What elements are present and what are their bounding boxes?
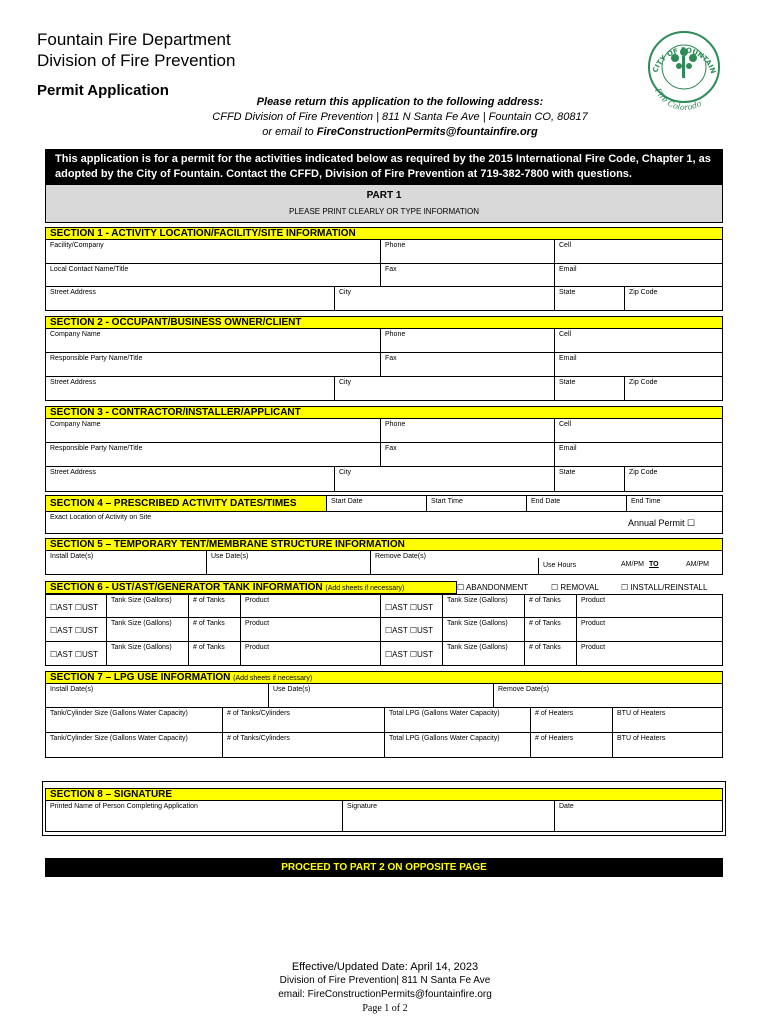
ast-ust-options [46, 618, 106, 641]
email-link[interactable]: FireConstructionPermits@fountainfire.org [316, 126, 538, 138]
page-number: Page 1 of 2 [362, 1003, 408, 1014]
location-field[interactable]: Exact Location of Activity on Site [50, 514, 152, 521]
logo-bottom-text: Fire Colorado [653, 86, 704, 110]
s3-row-3 [45, 467, 723, 492]
section-5-header: SECTION 5 – TEMPORARY TENT/MEMBRANE STRUCTURE INFORMATION [45, 538, 723, 551]
btu-field[interactable]: BTU of Heaters [612, 708, 724, 732]
phone-field[interactable]: Phone [380, 329, 554, 352]
s1-row-1 [45, 240, 723, 264]
ast-ust-options [380, 595, 442, 617]
s2-row-3 [45, 377, 723, 401]
s3-row-1 [45, 419, 723, 443]
s7-row-3 [45, 733, 723, 758]
end-time-field[interactable]: End Time [626, 496, 724, 511]
product-field[interactable]: Product [240, 642, 380, 665]
s4-row-1 [45, 495, 723, 512]
product-field[interactable]: Product [576, 642, 724, 665]
part-header [45, 184, 723, 223]
zip-field[interactable]: Zip Code [624, 377, 724, 400]
use-hours-label: Use Hours [538, 558, 584, 574]
num-heaters-field[interactable]: # of Heaters [530, 708, 612, 732]
annual-permit-label: Annual Permit [628, 518, 685, 528]
contact-field[interactable]: Local Contact Name/Title [50, 266, 129, 273]
num-tanks-field[interactable]: # of Tanks [524, 618, 576, 641]
annual-permit-checkbox[interactable]: ☐ [687, 518, 696, 528]
ast-checkbox[interactable]: ☐AST [385, 650, 408, 659]
ast-ust-options [46, 642, 106, 665]
zip-field[interactable]: Zip Code [624, 287, 724, 310]
email-field[interactable]: Email [554, 353, 724, 376]
effective-date: Effective/Updated Date: April 14, 2023 [291, 961, 479, 973]
tank-size-field[interactable]: Tank Size (Gallons) [442, 642, 524, 665]
page-title: Permit Application [37, 82, 169, 99]
ast-ust-options [380, 618, 442, 641]
remove-date-field[interactable]: Remove Date(s) [370, 551, 538, 574]
city-field[interactable]: City [334, 377, 554, 400]
phone-field[interactable]: Phone [380, 240, 554, 263]
part-subtitle: PLEASE PRINT CLEARLY OR TYPE INFORMATION [289, 207, 479, 216]
company-field[interactable]: Company Name [50, 331, 101, 338]
btu-field[interactable]: BTU of Heaters [612, 733, 724, 757]
cell-field[interactable]: Cell [554, 329, 724, 352]
num-tanks-field[interactable]: # of Tanks [188, 595, 240, 617]
s7-row-1 [45, 684, 723, 708]
num-cylinders-field[interactable]: # of Tanks/Cylinders [222, 733, 384, 757]
total-lpg-field[interactable]: Total LPG (Gallons Water Capacity) [384, 708, 530, 732]
num-tanks-field[interactable]: # of Tanks [524, 642, 576, 665]
proceed-banner: PROCEED TO PART 2 ON OPPOSITE PAGE [45, 858, 723, 877]
ast-ust-options [380, 642, 442, 665]
start-date-field[interactable]: Start Date [326, 496, 426, 511]
section-3-header: SECTION 3 - CONTRACTOR/INSTALLER/APPLICANT [45, 406, 723, 419]
install-checkbox[interactable]: ☐ INSTALL/REINSTALL [621, 583, 708, 592]
use-date-field[interactable]: Use Date(s) [206, 551, 370, 574]
footer-email: email: FireConstructionPermits@fountainfire.org [278, 989, 492, 1000]
return-instruction: Please return this application to the following address: [256, 96, 544, 108]
fax-field[interactable]: Fax [380, 264, 554, 286]
removal-checkbox[interactable]: ☐ REMOVAL [551, 583, 599, 592]
s5-row [45, 551, 723, 575]
section-7-header [45, 671, 723, 684]
facility-field[interactable]: Facility/Company [50, 242, 104, 249]
start-time-field[interactable]: Start Time [426, 496, 526, 511]
party-field[interactable]: Responsible Party Name/Title [50, 445, 143, 452]
phone-field[interactable]: Phone [380, 419, 554, 442]
section-6-title: SECTION 6 - UST/AST/GENERATOR TANK INFORMATION [50, 582, 323, 593]
state-field[interactable]: State [554, 287, 624, 310]
ast-checkbox[interactable]: ☐AST [385, 626, 408, 635]
section-6-note: (Add sheets if necessary) [325, 585, 405, 592]
ust-checkbox[interactable]: ☐UST [74, 603, 98, 612]
total-lpg-field[interactable]: Total LPG (Gallons Water Capacity) [384, 733, 530, 757]
ast-checkbox[interactable]: ☐AST [50, 626, 73, 635]
remove-date-field[interactable]: Remove Date(s) [493, 684, 724, 707]
signature-field[interactable]: Signature [342, 801, 554, 831]
tank-size-field[interactable]: Tank Size (Gallons) [106, 618, 188, 641]
party-field[interactable]: Responsible Party Name/Title [50, 355, 143, 362]
annual-permit [628, 518, 695, 529]
s8-row [45, 801, 723, 832]
email-prefix: or email to [262, 126, 317, 138]
abandonment-checkbox[interactable]: ☐ ABANDONMENT [457, 583, 529, 592]
section-2-header: SECTION 2 - OCCUPANT/BUSINESS OWNER/CLIENT [45, 316, 723, 329]
s1-row-3 [45, 287, 723, 311]
num-tanks-field[interactable]: # of Tanks [524, 595, 576, 617]
s2-row-1 [45, 329, 723, 353]
section-4-header: SECTION 4 – PRESCRIBED ACTIVITY DATES/TIMES [46, 496, 326, 511]
install-date-field[interactable]: Install Date(s) [50, 553, 94, 560]
street-field[interactable]: Street Address [50, 379, 96, 386]
product-field[interactable]: Product [240, 618, 380, 641]
ast-checkbox[interactable]: ☐AST [50, 650, 73, 659]
s3-row-2 [45, 443, 723, 467]
svg-text:Fire Colorado [653, 86, 704, 110]
tank-size-field[interactable]: Tank Size (Gallons) [106, 595, 188, 617]
s1-row-2 [45, 264, 723, 287]
s7-row-2 [45, 708, 723, 733]
company-field[interactable]: Company Name [50, 421, 101, 428]
section-7-title: SECTION 7 – LPG USE INFORMATION [50, 672, 231, 683]
section-7-note: (Add sheets if necessary) [233, 675, 313, 682]
install-date-field[interactable]: Install Date(s) [50, 686, 94, 693]
city-field[interactable]: City [334, 467, 554, 491]
cell-field[interactable]: Cell [554, 419, 724, 442]
email-field[interactable]: Email [554, 264, 724, 286]
ust-checkbox[interactable]: ☐UST [409, 650, 433, 659]
tank-size-field[interactable]: Tank Size (Gallons) [442, 595, 524, 617]
tank-row-2 [45, 618, 723, 642]
division-name: Division of Fire Prevention [37, 51, 236, 70]
fax-field[interactable]: Fax [380, 353, 554, 376]
fax-field[interactable]: Fax [380, 443, 554, 466]
ust-checkbox[interactable]: ☐UST [74, 650, 98, 659]
city-field[interactable]: City [334, 287, 554, 310]
product-field[interactable]: Product [576, 618, 724, 641]
zip-field[interactable]: Zip Code [624, 467, 724, 491]
state-field[interactable]: State [554, 377, 624, 400]
am-pm-to[interactable]: AM/PM [686, 561, 709, 568]
permit-notice: This application is for a permit for the activities indicated below as required by the 2015 International Fire Code, Chapter 1, as adopted by the City of Fountain. Contact the CFFD, Division of Fire Prevention at 719-382-7800 with questions. [45, 149, 723, 184]
s2-row-2 [45, 353, 723, 377]
am-pm-from[interactable]: AM/PM [621, 561, 644, 568]
num-cylinders-field[interactable]: # of Tanks/Cylinders [222, 708, 384, 732]
s4-row-2 [45, 512, 723, 534]
cylinder-size-field[interactable]: Tank/Cylinder Size (Gallons Water Capacity) [50, 710, 188, 717]
part-title: PART 1 [366, 190, 402, 201]
product-field[interactable]: Product [576, 595, 724, 617]
street-field[interactable]: Street Address [50, 289, 96, 296]
ust-checkbox[interactable]: ☐UST [74, 626, 98, 635]
ast-ust-options [46, 595, 106, 617]
email-field[interactable]: Email [554, 443, 724, 466]
ast-checkbox[interactable]: ☐AST [385, 603, 408, 612]
state-field[interactable]: State [554, 467, 624, 491]
section-1-header: SECTION 1 - ACTIVITY LOCATION/FACILITY/SITE INFORMATION [45, 227, 723, 240]
num-tanks-field[interactable]: # of Tanks [188, 642, 240, 665]
tank-row-3 [45, 642, 723, 666]
tank-size-field[interactable]: Tank Size (Gallons) [442, 618, 524, 641]
ast-checkbox[interactable]: ☐AST [50, 603, 73, 612]
section-8-header: SECTION 8 – SIGNATURE [45, 788, 723, 801]
department-name: Fountain Fire Department [37, 30, 231, 49]
cell-field[interactable]: Cell [554, 240, 724, 263]
email-instruction [190, 126, 610, 138]
product-field[interactable]: Product [240, 595, 380, 617]
city-logo [645, 28, 723, 110]
date-field[interactable]: Date [554, 801, 724, 831]
num-tanks-field[interactable]: # of Tanks [188, 618, 240, 641]
street-field[interactable]: Street Address [50, 469, 96, 476]
tank-row-1 [45, 594, 723, 618]
num-heaters-field[interactable]: # of Heaters [530, 733, 612, 757]
to-label: TO [649, 561, 659, 568]
use-date-field[interactable]: Use Date(s) [268, 684, 493, 707]
end-date-field[interactable]: End Date [526, 496, 626, 511]
section-6-header [45, 581, 457, 594]
mailing-address: CFFD Division of Fire Prevention | 811 N Santa Fe Ave | Fountain CO, 80817 [212, 111, 588, 123]
tank-size-field[interactable]: Tank Size (Gallons) [106, 642, 188, 665]
ust-checkbox[interactable]: ☐UST [409, 626, 433, 635]
cylinder-size-field[interactable]: Tank/Cylinder Size (Gallons Water Capacity) [50, 735, 188, 742]
printed-name-field[interactable]: Printed Name of Person Completing Application [50, 803, 198, 810]
footer-division: Division of Fire Prevention| 811 N Santa Fe Ave [279, 975, 491, 986]
logo-top-text: CITY OF FOUNTAIN [651, 46, 718, 75]
ust-checkbox[interactable]: ☐UST [409, 603, 433, 612]
